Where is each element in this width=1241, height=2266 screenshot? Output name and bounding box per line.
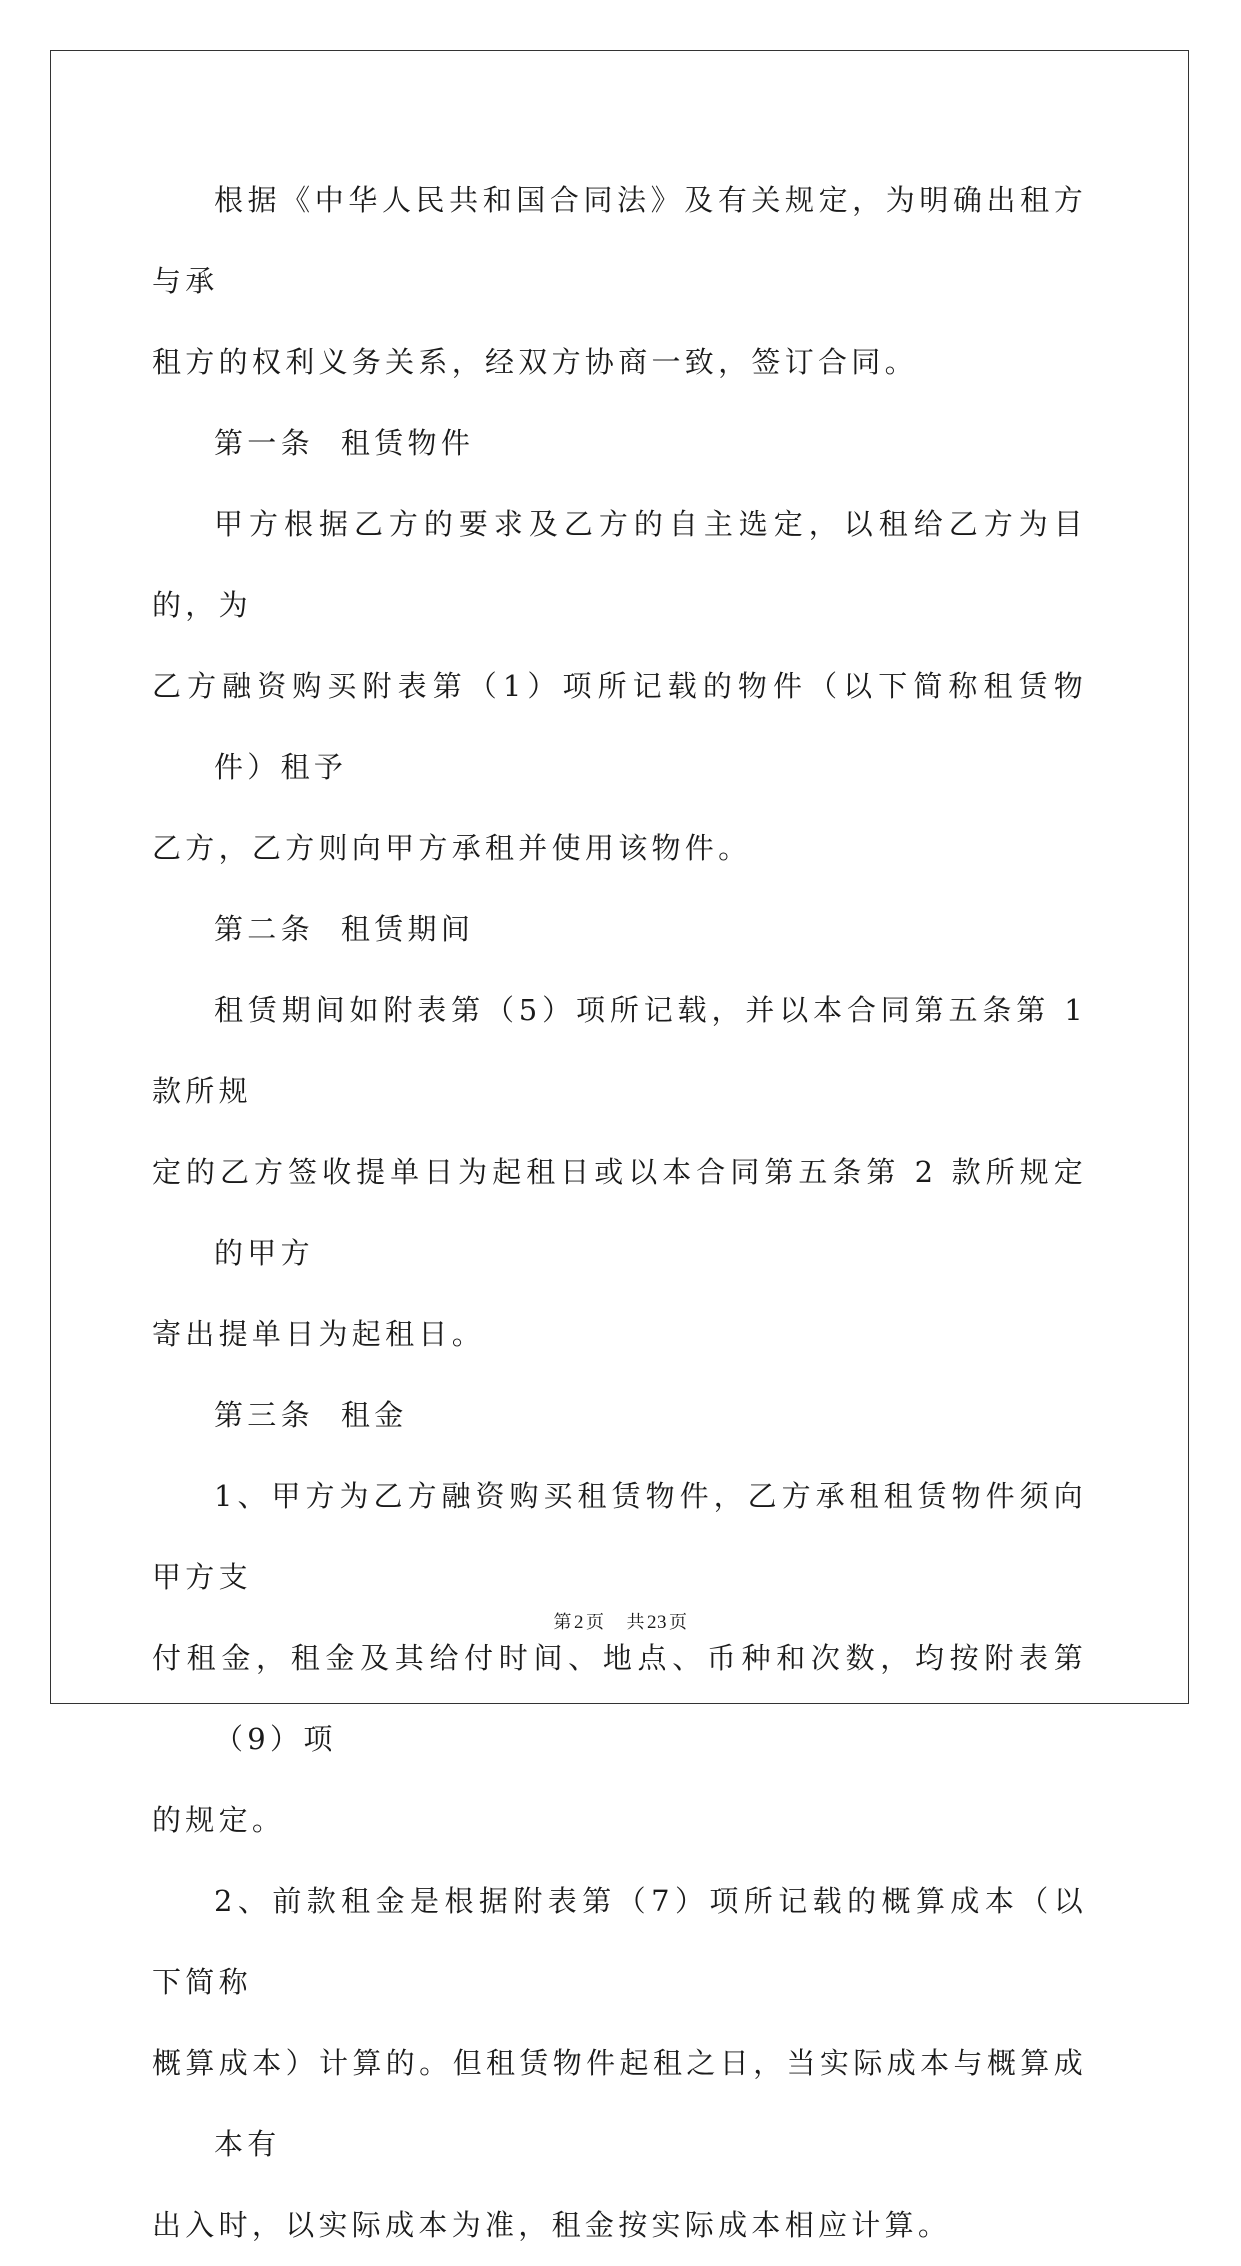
heading-text: 第一条 租赁物件 xyxy=(214,426,475,460)
text-line: 乙方，乙方则向甲方承租并使用该物件。 xyxy=(152,831,752,865)
text-line: 寄出提单日为起租日。 xyxy=(152,1317,486,1351)
article-1-body xyxy=(152,484,1087,889)
article-3-heading xyxy=(152,1375,1087,1456)
text-line: 甲方根据乙方的要求及乙方的自主选定，以租给乙方为目的，为 xyxy=(152,507,1087,622)
article-3-item-2 xyxy=(152,1861,1087,2266)
text-line: 根据《中华人民共和国合同法》及有关规定，为明确出租方与承 xyxy=(152,183,1087,298)
total-pages-prefix: 共 xyxy=(626,1612,645,1633)
page-number-suffix: 页 xyxy=(586,1612,605,1633)
current-page-number: 2 xyxy=(574,1612,584,1633)
text-line: 乙方融资购买附表第（1）项所记载的物件（以下简称租赁物件）租予 xyxy=(152,669,1087,784)
article-2-heading xyxy=(152,889,1087,970)
page-number-prefix: 第 xyxy=(553,1612,572,1633)
text-line: 付租金，租金及其给付时间、地点、币种和次数，均按附表第（9）项 xyxy=(152,1641,1087,1756)
article-3-item-1 xyxy=(152,1456,1087,1861)
article-1-heading xyxy=(152,403,1087,484)
heading-text: 第二条 租赁期间 xyxy=(214,912,475,946)
text-line: 租方的权利义务关系，经双方协商一致，签订合同。 xyxy=(152,345,918,379)
document-body xyxy=(152,160,1087,2266)
article-2-body xyxy=(152,970,1087,1375)
text-line: 的规定。 xyxy=(152,1803,286,1837)
text-line: 概算成本）计算的。但租赁物件起租之日，当实际成本与概算成本有 xyxy=(152,2046,1087,2161)
total-pages-number: 23 xyxy=(647,1612,667,1633)
page-footer xyxy=(0,1611,1241,1635)
heading-text: 第三条 租金 xyxy=(214,1398,408,1432)
text-line: 定的乙方签收提单日为起租日或以本合同第五条第 2 款所规定的甲方 xyxy=(152,1155,1087,1270)
total-pages-suffix: 页 xyxy=(669,1612,688,1633)
text-line: 1、甲方为乙方融资购买租赁物件，乙方承租租赁物件须向甲方支 xyxy=(152,1479,1087,1594)
paragraph-intro xyxy=(152,160,1087,403)
text-line: 2、前款租金是根据附表第（7）项所记载的概算成本（以下简称 xyxy=(152,1884,1087,1999)
text-line: 租赁期间如附表第（5）项所记载，并以本合同第五条第 1 款所规 xyxy=(152,993,1087,1108)
text-line: 出入时，以实际成本为准，租金按实际成本相应计算。 xyxy=(152,2208,952,2242)
